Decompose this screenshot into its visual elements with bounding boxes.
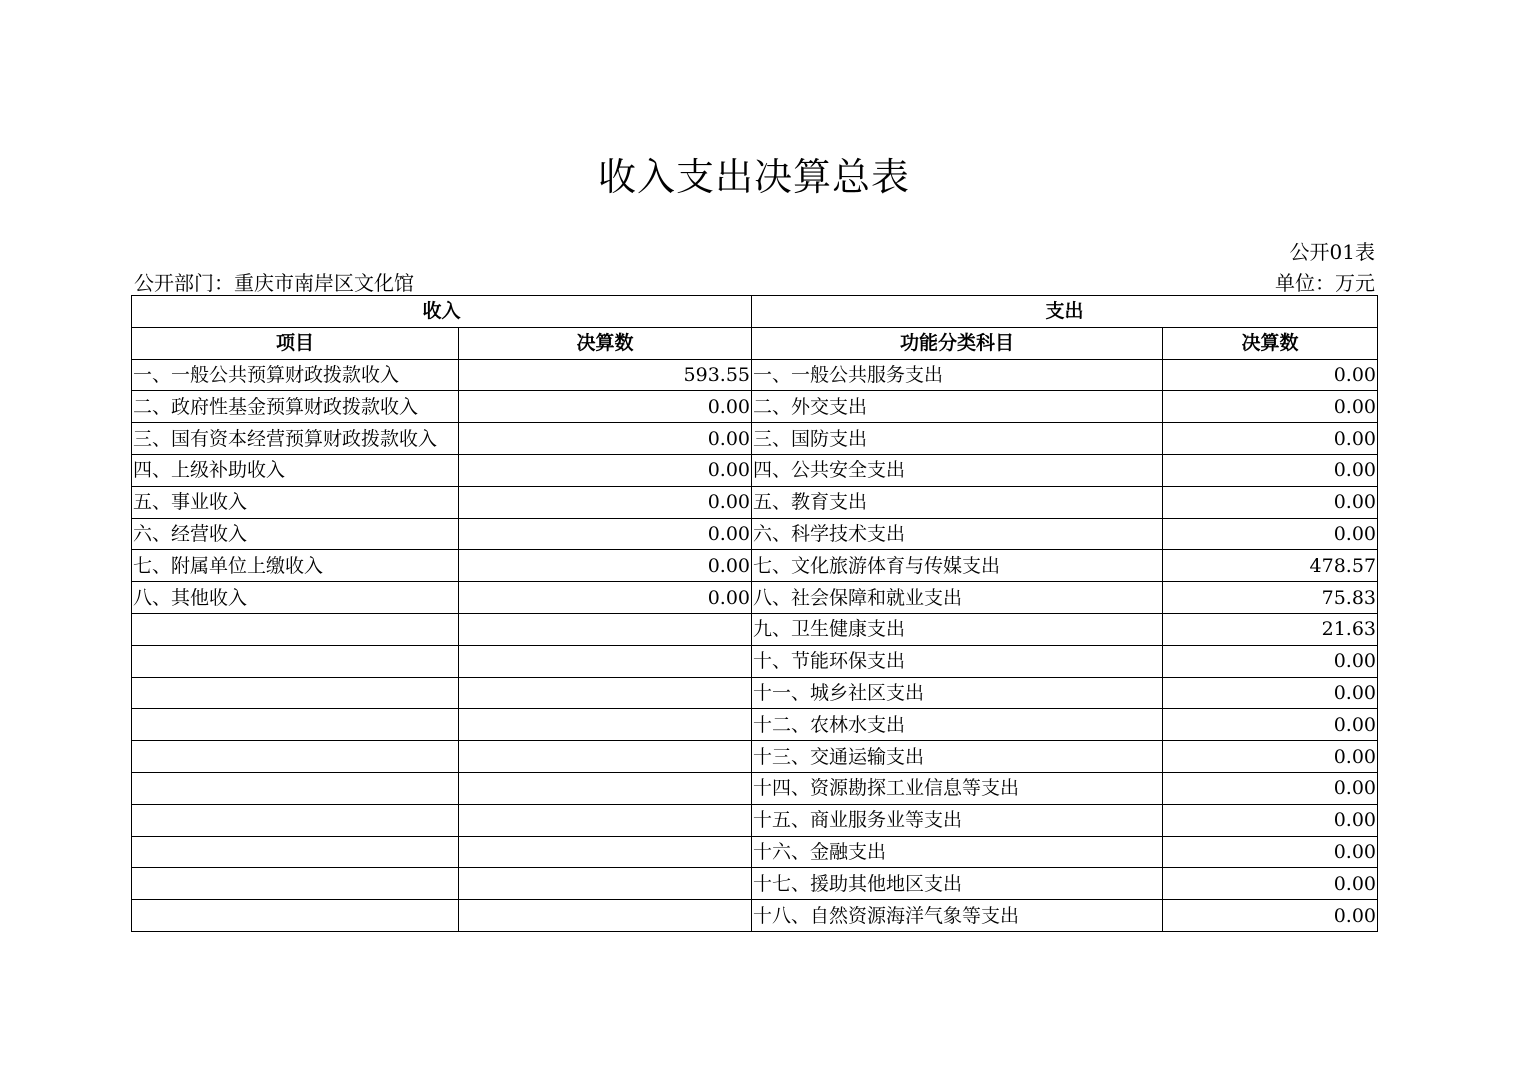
expense-item-cell: 十八、自然资源海洋气象等支出 [752,900,1163,932]
income-amount-cell: 593.55 [459,359,752,391]
table-row [132,423,1378,455]
expense-item-cell: 十二、农林水支出 [752,709,1163,741]
expense-amount-cell: 0.00 [1163,454,1378,486]
expense-amount-cell: 0.00 [1163,423,1378,455]
income-item-cell: 四、上级补助收入 [132,454,459,486]
income-amount-cell: 0.00 [459,550,752,582]
income-item-cell: 六、经营收入 [132,518,459,550]
expense-amount-cell: 0.00 [1163,900,1378,932]
table-row [132,741,1378,773]
expense-item-cell: 四、公共安全支出 [752,454,1163,486]
expense-amount-cell: 0.00 [1163,741,1378,773]
expense-amount-cell: 0.00 [1163,836,1378,868]
expense-amount-cell: 0.00 [1163,486,1378,518]
income-amount-cell [459,709,752,741]
department-label: 公开部门：重庆市南岸区文化馆 [134,271,414,295]
income-amount-cell: 0.00 [459,391,752,423]
income-expense-table [131,295,1378,932]
table-row [132,836,1378,868]
income-amount-cell [459,772,752,804]
income-item-cell [132,645,459,677]
expense-item-cell: 二、外交支出 [752,391,1163,423]
income-amount-cell: 0.00 [459,518,752,550]
income-amount-cell: 0.00 [459,423,752,455]
table-row [132,613,1378,645]
income-item-cell: 三、国有资本经营预算财政拨款收入 [132,423,459,455]
income-item-cell [132,613,459,645]
expense-item-header: 功能分类科目 [752,327,1163,359]
expense-amount-cell: 0.00 [1163,391,1378,423]
income-amount-cell [459,868,752,900]
income-item-cell: 五、事业收入 [132,486,459,518]
income-item-cell [132,677,459,709]
income-item-header: 项目 [132,327,459,359]
expense-item-cell: 十一、城乡社区支出 [752,677,1163,709]
income-item-cell: 八、其他收入 [132,582,459,614]
income-amount-cell: 0.00 [459,486,752,518]
expense-item-cell: 三、国防支出 [752,423,1163,455]
income-item-cell [132,741,459,773]
income-amount-cell [459,804,752,836]
expense-item-cell: 十六、金融支出 [752,836,1163,868]
income-amount-cell [459,900,752,932]
expense-section-header: 支出 [752,296,1378,328]
income-item-cell [132,836,459,868]
expense-item-cell: 十五、商业服务业等支出 [752,804,1163,836]
income-amount-header: 决算数 [459,327,752,359]
column-header-row [132,327,1378,359]
income-amount-cell [459,677,752,709]
expense-amount-cell: 0.00 [1163,804,1378,836]
income-amount-cell: 0.00 [459,454,752,486]
table-row [132,454,1378,486]
table-row [132,677,1378,709]
income-item-cell [132,868,459,900]
expense-amount-cell: 21.63 [1163,613,1378,645]
income-item-cell [132,900,459,932]
expense-amount-cell: 0.00 [1163,359,1378,391]
expense-item-cell: 五、教育支出 [752,486,1163,518]
table-row [132,391,1378,423]
income-item-cell [132,772,459,804]
table-row [132,582,1378,614]
unit-label: 单位：万元 [1275,271,1375,295]
income-item-cell: 一、一般公共预算财政拨款收入 [132,359,459,391]
income-item-cell [132,709,459,741]
expense-amount-cell: 0.00 [1163,868,1378,900]
expense-amount-cell: 0.00 [1163,772,1378,804]
income-amount-cell [459,836,752,868]
expense-item-cell: 十三、交通运输支出 [752,741,1163,773]
income-amount-cell: 0.00 [459,582,752,614]
table-row [132,645,1378,677]
table-body [132,296,1378,932]
table-row [132,486,1378,518]
table-row [132,550,1378,582]
income-section-header: 收入 [132,296,752,328]
expense-item-cell: 六、科学技术支出 [752,518,1163,550]
expense-amount-cell: 0.00 [1163,518,1378,550]
table-row [132,359,1378,391]
section-header-row [132,296,1378,328]
expense-amount-cell: 75.83 [1163,582,1378,614]
expense-amount-cell: 0.00 [1163,645,1378,677]
expense-item-cell: 十四、资源勘探工业信息等支出 [752,772,1163,804]
income-amount-cell [459,741,752,773]
expense-amount-cell: 0.00 [1163,677,1378,709]
table-row [132,772,1378,804]
income-item-cell: 二、政府性基金预算财政拨款收入 [132,391,459,423]
expense-item-cell: 一、一般公共服务支出 [752,359,1163,391]
expense-item-cell: 九、卫生健康支出 [752,613,1163,645]
page-title: 收入支出决算总表 [597,155,910,199]
expense-item-cell: 十七、援助其他地区支出 [752,868,1163,900]
income-item-cell: 七、附属单位上缴收入 [132,550,459,582]
income-amount-cell [459,645,752,677]
expense-item-cell: 十、节能环保支出 [752,645,1163,677]
table-row [132,900,1378,932]
table-row [132,709,1378,741]
table-row [132,518,1378,550]
table-row [132,804,1378,836]
expense-item-cell: 七、文化旅游体育与传媒支出 [752,550,1163,582]
table-row [132,868,1378,900]
expense-item-cell: 八、社会保障和就业支出 [752,582,1163,614]
expense-amount-cell: 0.00 [1163,709,1378,741]
income-amount-cell [459,613,752,645]
expense-amount-header: 决算数 [1163,327,1378,359]
form-number: 公开01表 [1289,240,1375,264]
income-item-cell [132,804,459,836]
expense-amount-cell: 478.57 [1163,550,1378,582]
